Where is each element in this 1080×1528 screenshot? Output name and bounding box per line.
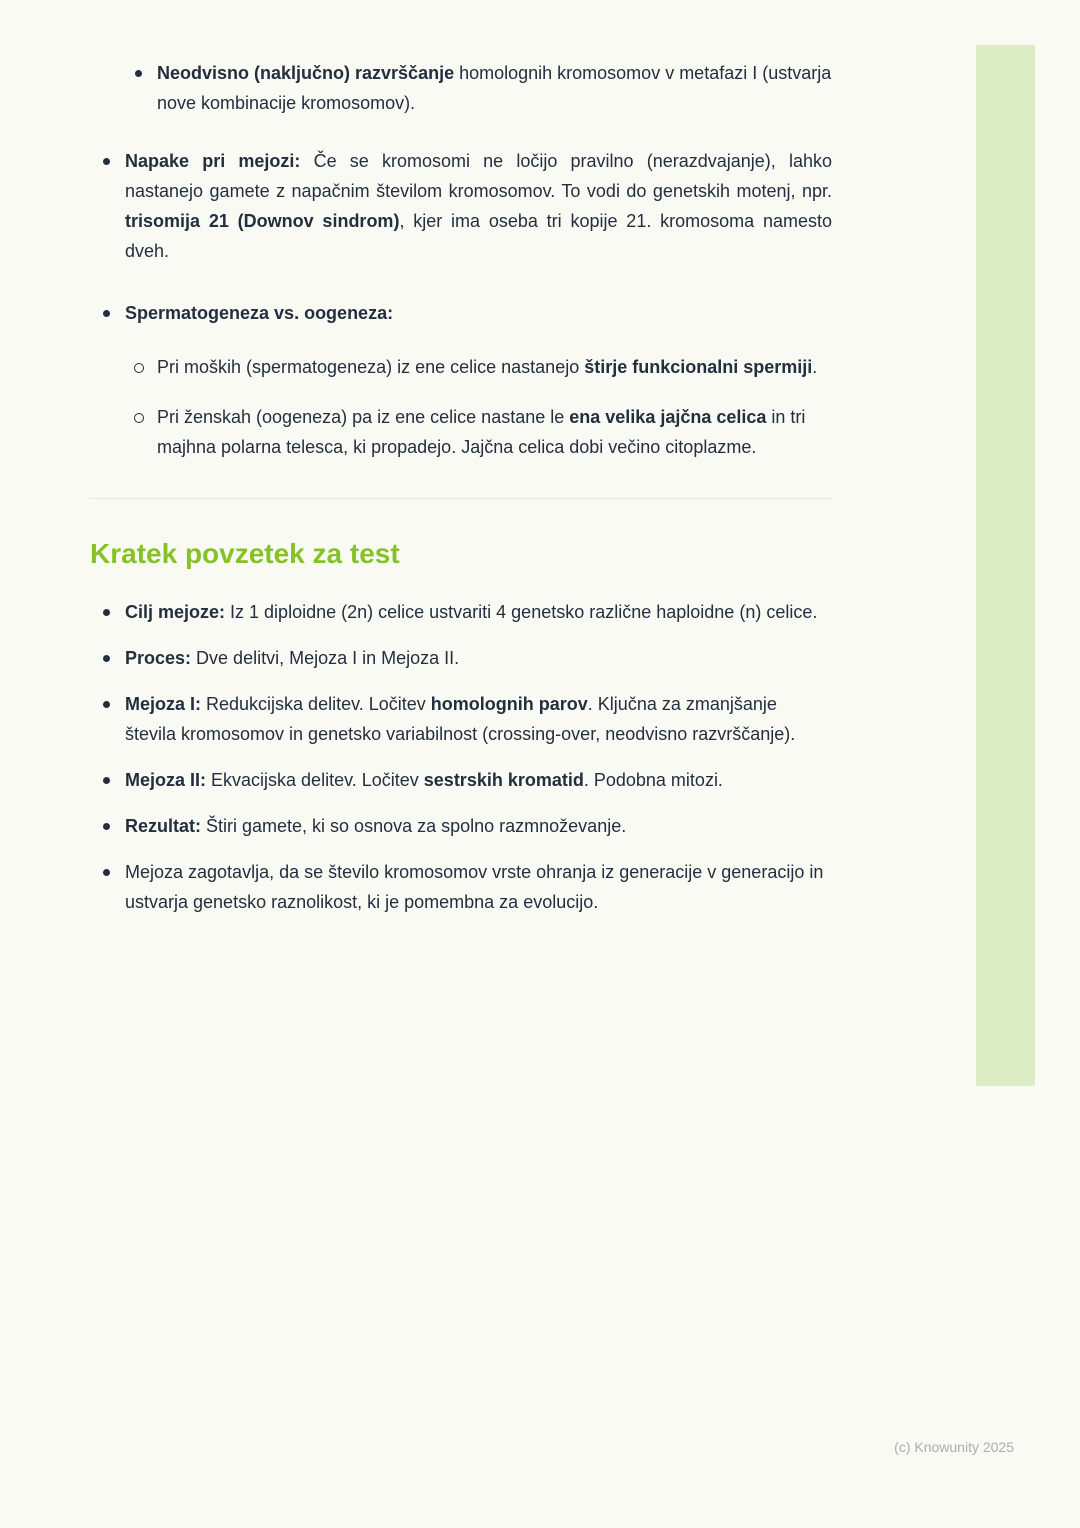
document-page-content xyxy=(90,58,832,933)
text-run: štirje funkcionalni spermiji xyxy=(584,357,813,377)
text-run: Štiri gamete, ki so osnova za spolno razmnoževanje. xyxy=(201,816,627,836)
text-run: . xyxy=(812,357,818,377)
text-run: Napake pri mejozi: xyxy=(125,151,301,171)
text-run: trisomija 21 (Downov sindrom) xyxy=(125,211,400,231)
text-run: . Podobna mitozi. xyxy=(583,770,723,790)
text-run: Ekvacijska delitev. Ločitev xyxy=(206,770,424,790)
text-run: Rezultat: xyxy=(125,816,201,836)
text-run: Če se kromosomi ne ločijo pravilno (nerazdvajanje), lahko nastanejo gamete z napačnim številom kromosomov. To vodi do genetskih motenj, npr. xyxy=(125,151,833,201)
text-run: Dve delitvi, Mejoza I in Mejoza II. xyxy=(191,648,460,668)
meiosis-notes-list xyxy=(90,58,832,462)
list-item-spermatogenesis xyxy=(90,352,832,382)
list-item-spermatogenesis-vs-oogenesis xyxy=(90,298,832,328)
list-item-conclusion xyxy=(90,857,832,917)
list-item-meiosis-errors xyxy=(90,146,832,266)
text-run: , kjer ima oseba tri kopije 21. kromosoma namesto dveh. xyxy=(125,211,832,261)
text-run: Proces: xyxy=(125,648,192,668)
text-run: Spermatogeneza vs. oogeneza: xyxy=(125,303,394,323)
text-run: ena velika jajčna celica xyxy=(569,407,767,427)
text-run: homolognih kromosomov v metafazi I (ustvarja nove kombinacije kromosomov). xyxy=(157,63,832,113)
footer-credit: (c) Knowunity 2025 xyxy=(894,1439,1014,1455)
summary-list xyxy=(90,597,832,917)
list-item-process xyxy=(90,643,832,673)
text-run: Iz 1 diploidne (2n) celice ustvariti 4 genetsko različne haploidne (n) celice. xyxy=(225,602,818,622)
list-item-independent-assortment xyxy=(90,58,832,118)
text-run: Neodvisno (naključno) razvrščanje xyxy=(157,63,455,83)
text-run: sestrskih kromatid xyxy=(423,770,584,790)
text-run: Pri moških (spermatogeneza) iz ene celice nastanejo xyxy=(157,357,585,377)
list-item-oogenesis xyxy=(90,402,832,462)
list-item-meiosis-2 xyxy=(90,765,832,795)
text-run: in tri majhna polarna telesca, ki propadejo. Jajčna celica dobi večino citoplazme. xyxy=(157,407,806,457)
accent-stripe xyxy=(976,45,1035,1086)
summary-heading: Kratek povzetek za test xyxy=(90,538,400,569)
section-divider xyxy=(90,498,832,499)
text-run: Mejoza I: xyxy=(125,694,202,714)
text-run: Pri ženskah (oogeneza) pa iz ene celice nastane le xyxy=(157,407,570,427)
text-run: Mejoza zagotavlja, da se število kromosomov vrste ohranja iz generacije v generacijo in ustvarja genetsko raznolikost, ki je pomembna za evolucijo. xyxy=(125,862,824,912)
list-item-result xyxy=(90,811,832,841)
list-item-meiosis-1 xyxy=(90,689,832,749)
text-run: . Ključna za zmanjšanje števila kromosomov in genetsko variabilnost (crossing-over, neodvisno razvrščanje). xyxy=(125,694,796,744)
text-run: Cilj mejoze: xyxy=(125,602,226,622)
text-run: homolognih parov xyxy=(430,694,588,714)
list-item-goal xyxy=(90,597,832,627)
text-run: Mejoza II: xyxy=(125,770,207,790)
text-run: Redukcijska delitev. Ločitev xyxy=(201,694,431,714)
